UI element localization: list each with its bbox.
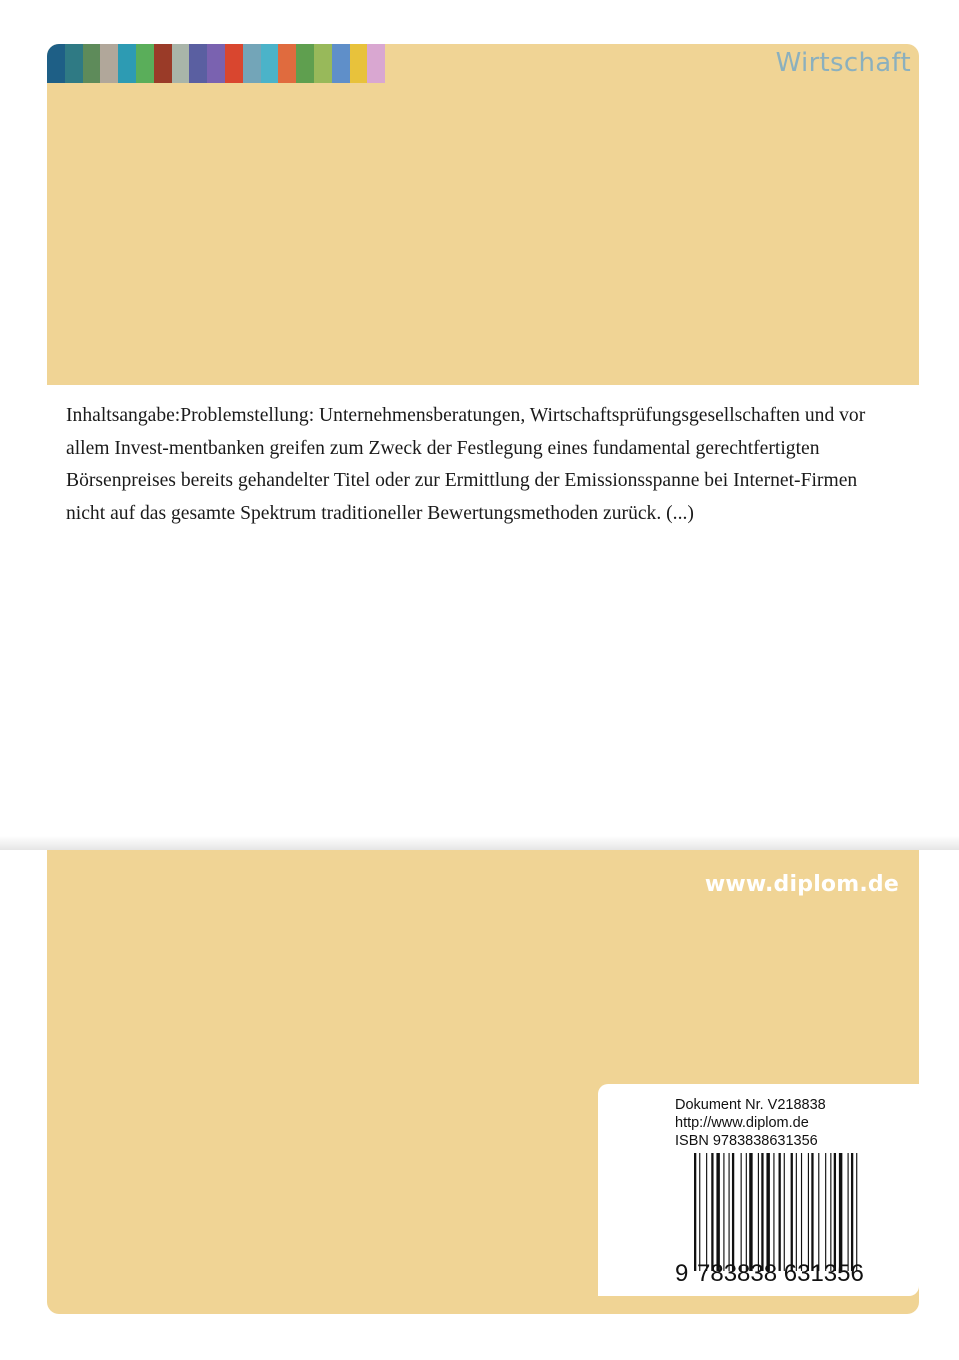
color-stripe bbox=[296, 44, 314, 83]
color-stripe bbox=[350, 44, 368, 83]
barcode-bar bbox=[716, 1153, 719, 1271]
color-stripe bbox=[207, 44, 225, 83]
barcode-bar bbox=[723, 1153, 724, 1271]
bottom-color-panel bbox=[47, 850, 919, 1314]
barcode-bar bbox=[851, 1153, 853, 1271]
color-stripe bbox=[136, 44, 154, 83]
top-color-panel bbox=[47, 44, 919, 385]
website-link[interactable]: http://www.diplom.de bbox=[675, 1115, 809, 1131]
color-stripe bbox=[154, 44, 172, 83]
barcode-bar bbox=[818, 1153, 819, 1271]
color-stripe bbox=[100, 44, 118, 83]
barcode-bar bbox=[779, 1153, 781, 1271]
barcode-bar bbox=[808, 1153, 809, 1271]
barcode-bar bbox=[791, 1153, 793, 1271]
barcode-first-digit: 9 bbox=[675, 1260, 689, 1287]
color-stripe bbox=[367, 44, 385, 83]
barcode-bar bbox=[766, 1153, 769, 1271]
barcode-digits bbox=[675, 1260, 900, 1288]
barcode-icon bbox=[694, 1153, 894, 1271]
barcode-bar bbox=[784, 1153, 785, 1271]
color-stripe bbox=[47, 44, 65, 83]
isbn-info bbox=[675, 1096, 826, 1150]
barcode-bar bbox=[761, 1153, 763, 1271]
barcode-bar bbox=[699, 1153, 700, 1271]
isbn-number: ISBN 9783838631356 bbox=[675, 1133, 818, 1149]
color-stripes bbox=[47, 44, 385, 83]
color-stripe bbox=[243, 44, 261, 83]
divider-shadow bbox=[0, 836, 959, 850]
color-stripe bbox=[332, 44, 350, 83]
barcode-bar bbox=[729, 1153, 730, 1271]
barcode-bar bbox=[796, 1153, 797, 1271]
barcode-bar bbox=[811, 1153, 813, 1271]
color-stripe bbox=[65, 44, 83, 83]
color-stripe bbox=[118, 44, 136, 83]
barcode-bar bbox=[694, 1153, 696, 1271]
barcode-bar bbox=[856, 1153, 857, 1271]
document-number: Dokument Nr. V218838 bbox=[675, 1097, 826, 1113]
barcode-bar bbox=[825, 1153, 826, 1271]
barcode-digit-groups: 783838 631356 bbox=[697, 1260, 864, 1287]
barcode-bar bbox=[848, 1153, 849, 1271]
barcode-bar bbox=[732, 1153, 734, 1271]
barcode-bar bbox=[830, 1153, 831, 1271]
barcode-bar bbox=[749, 1153, 752, 1271]
color-stripe bbox=[172, 44, 190, 83]
barcode-bar bbox=[834, 1153, 836, 1271]
color-stripe bbox=[261, 44, 279, 83]
book-description: Inhaltsangabe:Problemstellung: Unternehmensberatungen, Wirtschaftsprüfungsgesellschaften und vor allem Invest-mentbanken greifen zum Zweck der Festlegung eines fundamental gerechtfertigten Börsenpreises bereits gehandelter Titel oder zur Ermittlung der Emissionsspanne bei Internet-Firmen nicht auf das gesamte Spektrum traditioneller Bewertungsmethoden zurück. (...) bbox=[66, 405, 866, 524]
color-stripe bbox=[83, 44, 101, 83]
color-stripe bbox=[278, 44, 296, 83]
category-label: Wirtschaft bbox=[775, 48, 911, 78]
barcode-bar bbox=[741, 1153, 742, 1271]
barcode-bar bbox=[706, 1153, 707, 1271]
barcode-bar bbox=[839, 1153, 842, 1271]
barcode-bar bbox=[801, 1153, 802, 1271]
barcode-bar bbox=[773, 1153, 774, 1271]
publisher-url[interactable]: www.diplom.de bbox=[704, 872, 899, 897]
color-stripe bbox=[225, 44, 243, 83]
isbn-box bbox=[598, 1084, 919, 1296]
barcode-bar bbox=[711, 1153, 713, 1271]
color-stripe bbox=[189, 44, 207, 83]
barcode-bar bbox=[746, 1153, 747, 1271]
barcode-bar bbox=[758, 1153, 759, 1271]
color-stripe bbox=[314, 44, 332, 83]
